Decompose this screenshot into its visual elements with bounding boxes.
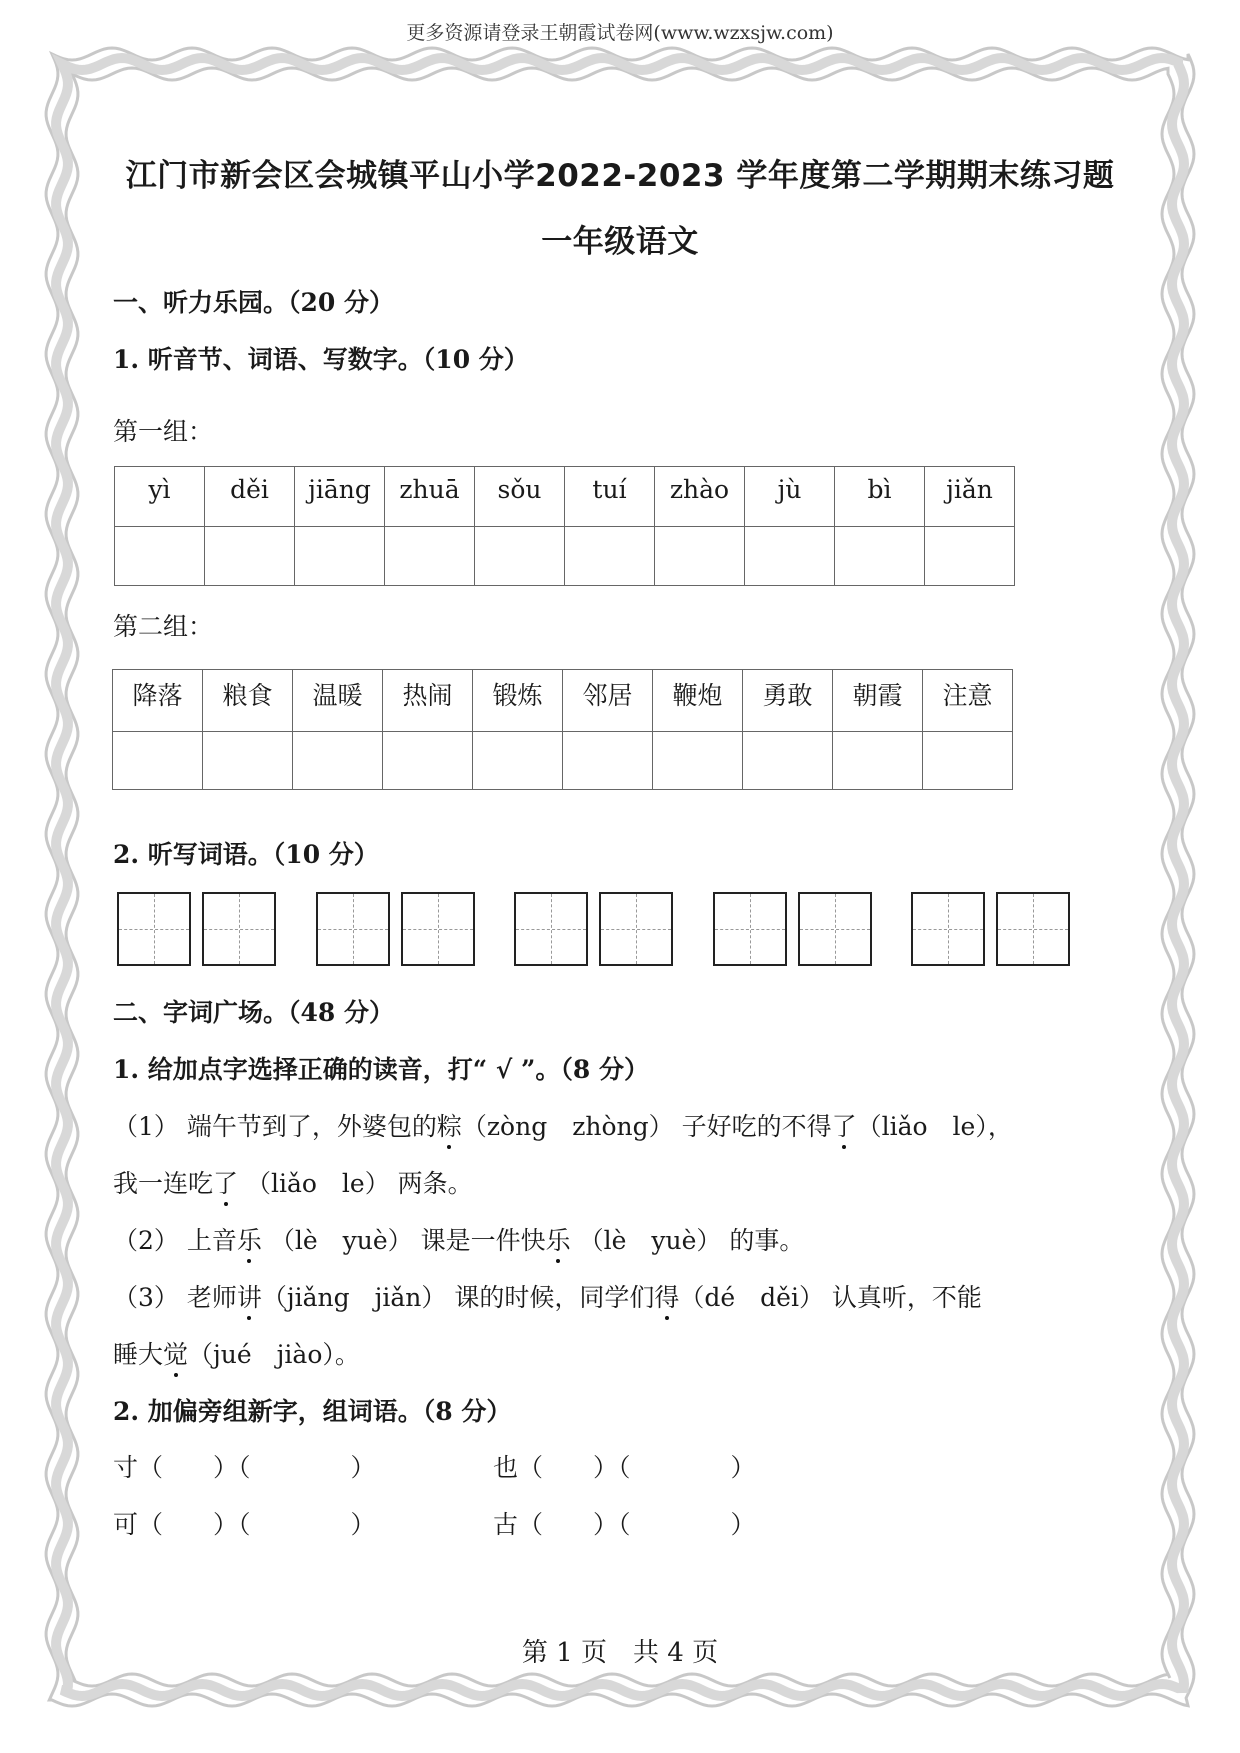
section1-q2-heading: 2. 听写词语。（10 分）	[113, 840, 379, 869]
item-text[interactable]: （jiǎng jiǎn） 课的时候，同学们	[261, 1283, 655, 1312]
answer-cell[interactable]	[923, 732, 1013, 790]
answer-blanks[interactable]: （ ）（ ）	[518, 1510, 756, 1539]
word-cell: 锻炼	[473, 670, 563, 732]
pinyin-cell: děi	[205, 467, 295, 527]
word-cell: 粮食	[203, 670, 293, 732]
question-item-1-cont	[113, 1164, 473, 1200]
item-text: 端午节到了，外婆包的	[186, 1112, 437, 1141]
answer-blanks[interactable]: （ ）（ ）	[138, 1510, 376, 1539]
answer-cell[interactable]	[383, 732, 473, 790]
words-table	[112, 669, 1013, 790]
dotted-char: 乐	[546, 1221, 571, 1257]
answer-blanks[interactable]: （ ）（ ）	[138, 1453, 376, 1482]
item-text: 我一连吃	[113, 1169, 214, 1198]
answer-cell[interactable]	[293, 732, 383, 790]
answer-cell[interactable]	[925, 527, 1015, 586]
item-text: 老师	[186, 1283, 237, 1312]
section2-q2-heading: 2. 加偏旁组新字，组词语。（8 分）	[113, 1397, 512, 1426]
item-text: 上音	[186, 1226, 237, 1255]
word-cell: 温暖	[293, 670, 383, 732]
answer-cell[interactable]	[113, 732, 203, 790]
radical-item	[493, 1448, 756, 1484]
item-text[interactable]: （zòng zhòng） 子好吃的不得	[461, 1112, 832, 1141]
pinyin-cell: jiǎn	[925, 467, 1015, 527]
writing-box[interactable]	[713, 892, 787, 966]
radical-char: 也	[493, 1453, 519, 1482]
exam-title: 江门市新会区会城镇平山小学2022-2023 学年度第二学期期末练习题	[125, 158, 1115, 194]
answer-blanks[interactable]: （ ）（ ）	[518, 1453, 756, 1482]
writing-box[interactable]	[996, 892, 1070, 966]
pinyin-cell: zhuā	[385, 467, 475, 527]
writing-box[interactable]	[117, 892, 191, 966]
answer-cell[interactable]	[655, 527, 745, 586]
pinyin-cell: tuí	[565, 467, 655, 527]
writing-box[interactable]	[514, 892, 588, 966]
radical-char: 寸	[113, 1453, 139, 1482]
answer-cell[interactable]	[743, 732, 833, 790]
answer-cell[interactable]	[385, 527, 475, 586]
answer-cell[interactable]	[475, 527, 565, 586]
writing-box[interactable]	[798, 892, 872, 966]
dotted-char: 讲	[237, 1278, 262, 1314]
question-item-3-cont	[113, 1335, 360, 1371]
answer-cell[interactable]	[473, 732, 563, 790]
exam-subtitle: 一年级语文	[541, 224, 699, 260]
group1-label: 第一组：	[113, 417, 214, 446]
pinyin-cell: bì	[835, 467, 925, 527]
answer-cell[interactable]	[835, 527, 925, 586]
item-text: 睡大	[113, 1340, 164, 1369]
pinyin-table	[114, 466, 1015, 586]
item-text[interactable]: （jué jiào）。	[188, 1340, 360, 1369]
page-footer: 第 1 页 共 4 页	[521, 1638, 719, 1668]
writing-box[interactable]	[599, 892, 673, 966]
pinyin-cell: yì	[115, 467, 205, 527]
word-cell: 邻居	[563, 670, 653, 732]
group2-label: 第二组：	[113, 612, 214, 641]
dotted-char: 了	[213, 1164, 238, 1200]
pinyin-cell: sǒu	[475, 467, 565, 527]
pinyin-cell: zhào	[655, 467, 745, 527]
answer-cell[interactable]	[205, 527, 295, 586]
question-item-2	[113, 1221, 804, 1257]
radical-item	[113, 1505, 376, 1541]
answer-cell[interactable]	[563, 732, 653, 790]
word-cell: 注意	[923, 670, 1013, 732]
item-number: （2）	[113, 1226, 179, 1255]
item-text[interactable]: （dé děi） 认真听，不能	[679, 1283, 982, 1312]
answer-cell[interactable]	[745, 527, 835, 586]
dotted-char: 觉	[163, 1335, 188, 1371]
dotted-char: 粽	[437, 1107, 462, 1143]
section2-q1-heading: 1. 给加点字选择正确的读音，打“ √ ”。（8 分）	[113, 1055, 650, 1084]
item-text[interactable]: （lè yuè） 的事。	[570, 1226, 805, 1255]
answer-cell[interactable]	[295, 527, 385, 586]
writing-box[interactable]	[401, 892, 475, 966]
word-cell: 鞭炮	[653, 670, 743, 732]
radical-item	[493, 1505, 756, 1541]
pinyin-cell: jù	[745, 467, 835, 527]
section1-q1-heading: 1. 听音节、词语、写数字。（10 分）	[113, 345, 529, 374]
watermark-header: 更多资源请登录王朝霞试卷网(www.wzxsjw.com)	[406, 22, 834, 44]
radical-char: 可	[113, 1510, 139, 1539]
pinyin-cell: jiāng	[295, 467, 385, 527]
item-number: （3）	[113, 1283, 179, 1312]
answer-cell[interactable]	[833, 732, 923, 790]
answer-cell[interactable]	[653, 732, 743, 790]
question-item-1	[113, 1107, 1013, 1143]
dotted-char: 乐	[237, 1221, 262, 1257]
word-cell: 热闹	[383, 670, 473, 732]
question-item-3	[113, 1278, 982, 1314]
dotted-char: 得	[654, 1278, 679, 1314]
item-text[interactable]: （lè yuè） 课是一件快	[261, 1226, 546, 1255]
item-text[interactable]: （liǎo le） 两条。	[238, 1169, 473, 1198]
radical-char: 古	[493, 1510, 519, 1539]
item-text[interactable]: （liǎo le），	[856, 1112, 1013, 1141]
dotted-char: 了	[832, 1107, 857, 1143]
answer-cell[interactable]	[565, 527, 655, 586]
section2-heading: 二、字词广场。（48 分）	[113, 998, 394, 1027]
word-cell: 勇敢	[743, 670, 833, 732]
word-cell: 降落	[113, 670, 203, 732]
writing-box[interactable]	[911, 892, 985, 966]
answer-cell[interactable]	[203, 732, 293, 790]
writing-box[interactable]	[316, 892, 390, 966]
writing-box[interactable]	[202, 892, 276, 966]
radical-item	[113, 1448, 376, 1484]
word-cell: 朝霞	[833, 670, 923, 732]
answer-cell[interactable]	[115, 527, 205, 586]
item-number: （1）	[113, 1112, 179, 1141]
section1-heading: 一、听力乐园。（20 分）	[113, 288, 394, 317]
